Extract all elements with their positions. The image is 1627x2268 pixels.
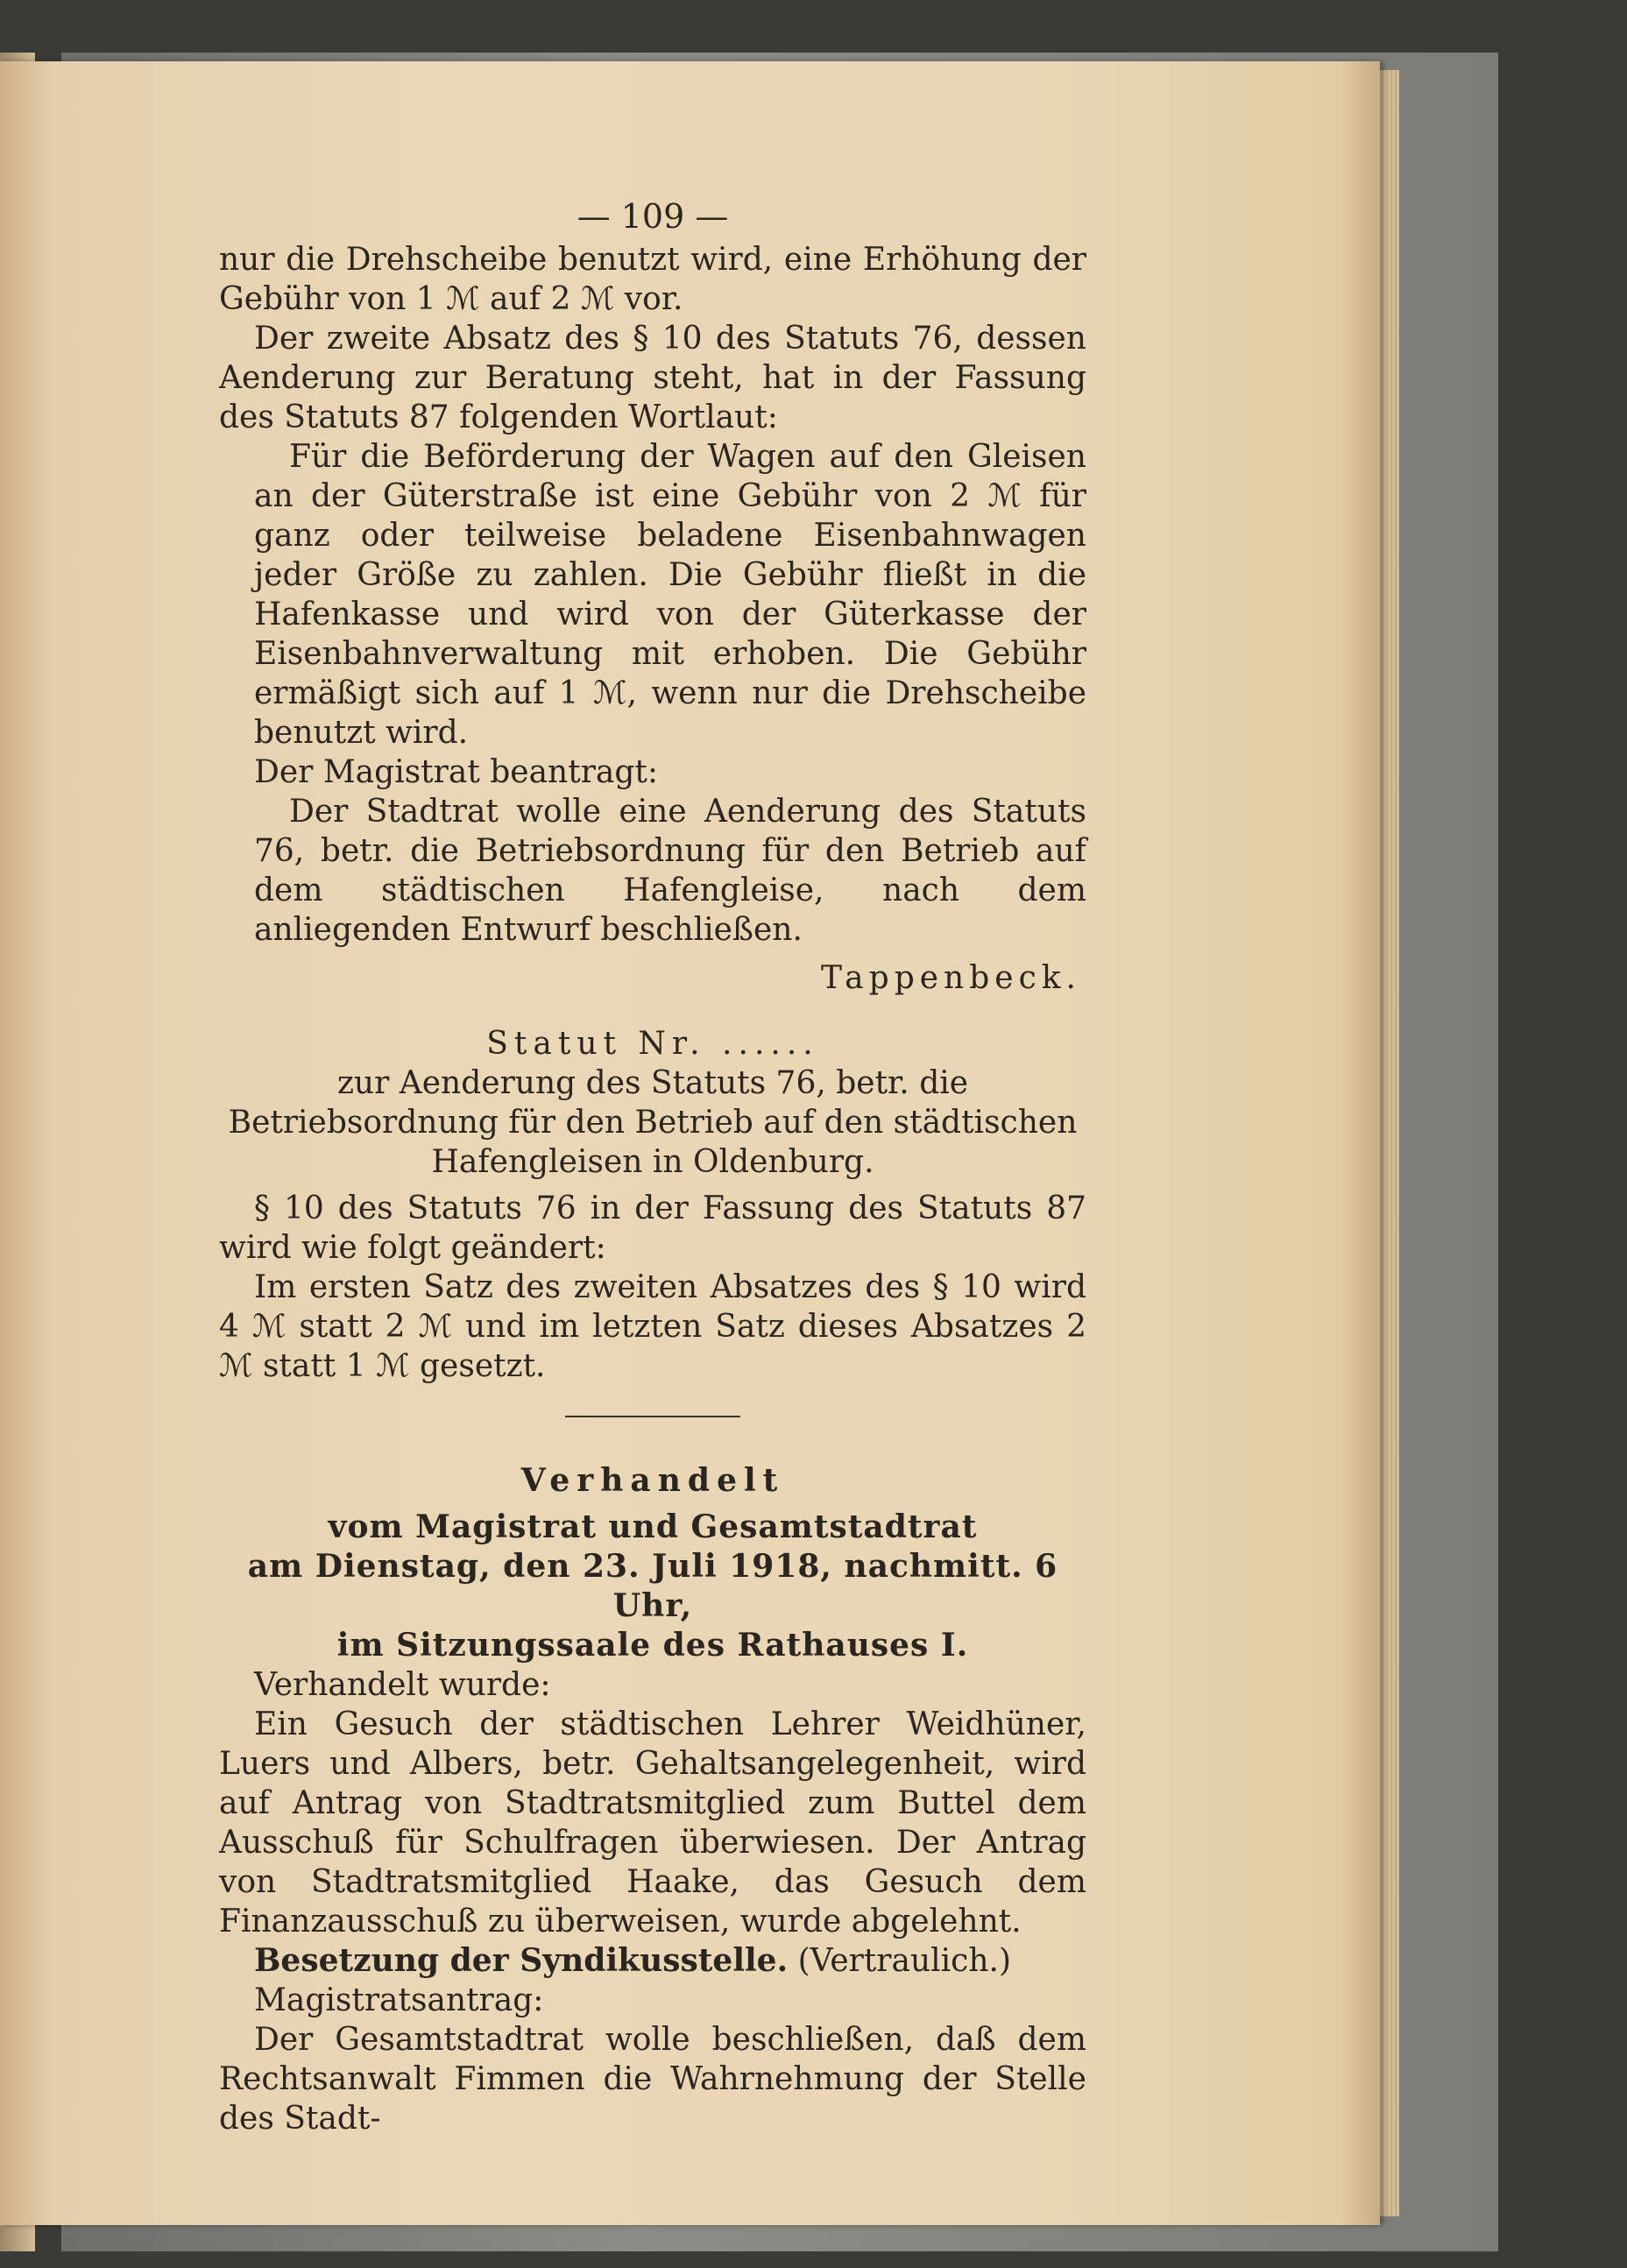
paragraph: Der Gesamtstadtrat wolle beschließen, daß dem Rechtsanwalt Fimmen die Wahrnehmung der Stelle des Stadt-	[219, 2022, 1086, 2137]
quoted-statute: Für die Beförderung der Wagen auf den Gleisen an der Güterstraße ist eine Gebühr von 2 ℳ für ganz oder teilweise beladene Eisenbahnwagen jeder Größe zu zahlen. Die Gebühr fließt in die Hafenkasse und wird von der Güterkasse der Eisenbahnverwaltung mit erhoben. Die Gebühr ermäßigt sich auf 1 ℳ, wenn nur die Drehscheibe benutzt wird.	[254, 439, 1086, 751]
section-subheading: im Sitzungssaale des Rathauses I.	[336, 1627, 969, 1664]
agenda-note: (Vertraulich.)	[797, 1943, 1012, 1979]
paragraph: Ein Gesuch der städtischen Lehrer Weidhüner, Luers und Albers, betr. Gehaltsangelegenheit, wird auf Antrag von Stadtratsmitglied zum Buttel dem Ausschuß für Schulfragen überwiesen. Der Antrag von Stadtratsmitglied Haake, das Gesuch dem Finanzausschuß zu überweisen, wurde abgelehnt.	[219, 1706, 1086, 1939]
page-stack-edge	[1380, 70, 1399, 2216]
page-number: — 109 —	[577, 197, 729, 236]
paragraph: Verhandelt wurde:	[254, 1667, 551, 1703]
agenda-item	[219, 1941, 1086, 1981]
paragraph: Magistratsantrag:	[254, 1982, 544, 2018]
divider-rule	[565, 1416, 740, 1417]
agenda-heading: Besetzung der Syndikusstelle.	[254, 1942, 789, 1979]
motion-text: Der Stadtrat wolle eine Aenderung des Statuts 76, betr. die Betriebsordnung für den Betrieb auf dem städtischen Hafengleise, nach dem anliegenden Entwurf beschließen.	[254, 794, 1086, 948]
statute-title: Statut Nr. ......	[486, 1026, 819, 1062]
paragraph: nur die Drehscheibe benutzt wird, eine Erhöhung der Gebühr von 1 ℳ auf 2 ℳ vor.	[219, 242, 1086, 317]
paragraph: Der Magistrat beantragt:	[254, 754, 659, 790]
signature: Tappenbeck.	[820, 960, 1081, 996]
section-subheading: vom Magistrat und Gesamtstadtrat	[328, 1508, 978, 1545]
statute-subtitle: zur Aenderung des Statuts 76, betr. die Betriebsordnung für den Betrieb auf den städtischen Hafengleisen in Oldenburg.	[228, 1065, 1078, 1180]
paragraph: § 10 des Statuts 76 in der Fassung des Statuts 87 wird wie folgt geändert:	[219, 1191, 1086, 1266]
paragraph: Der zweite Absatz des § 10 des Statuts 76, dessen Aenderung zur Beratung steht, hat in der Fassung des Statuts 87 folgenden Wortlaut:	[219, 321, 1086, 435]
page-text	[219, 197, 1086, 2138]
paragraph: Im ersten Satz des zweiten Absatzes des § 10 wird 4 ℳ statt 2 ℳ und im letzten Satz dieses Absatzes 2 ℳ statt 1 ℳ gesetzt.	[219, 1269, 1086, 1384]
section-heading: Verhandelt	[520, 1462, 785, 1499]
section-subheading: am Dienstag, den 23. Juli 1918, nachmitt. 6 Uhr,	[247, 1548, 1058, 1624]
